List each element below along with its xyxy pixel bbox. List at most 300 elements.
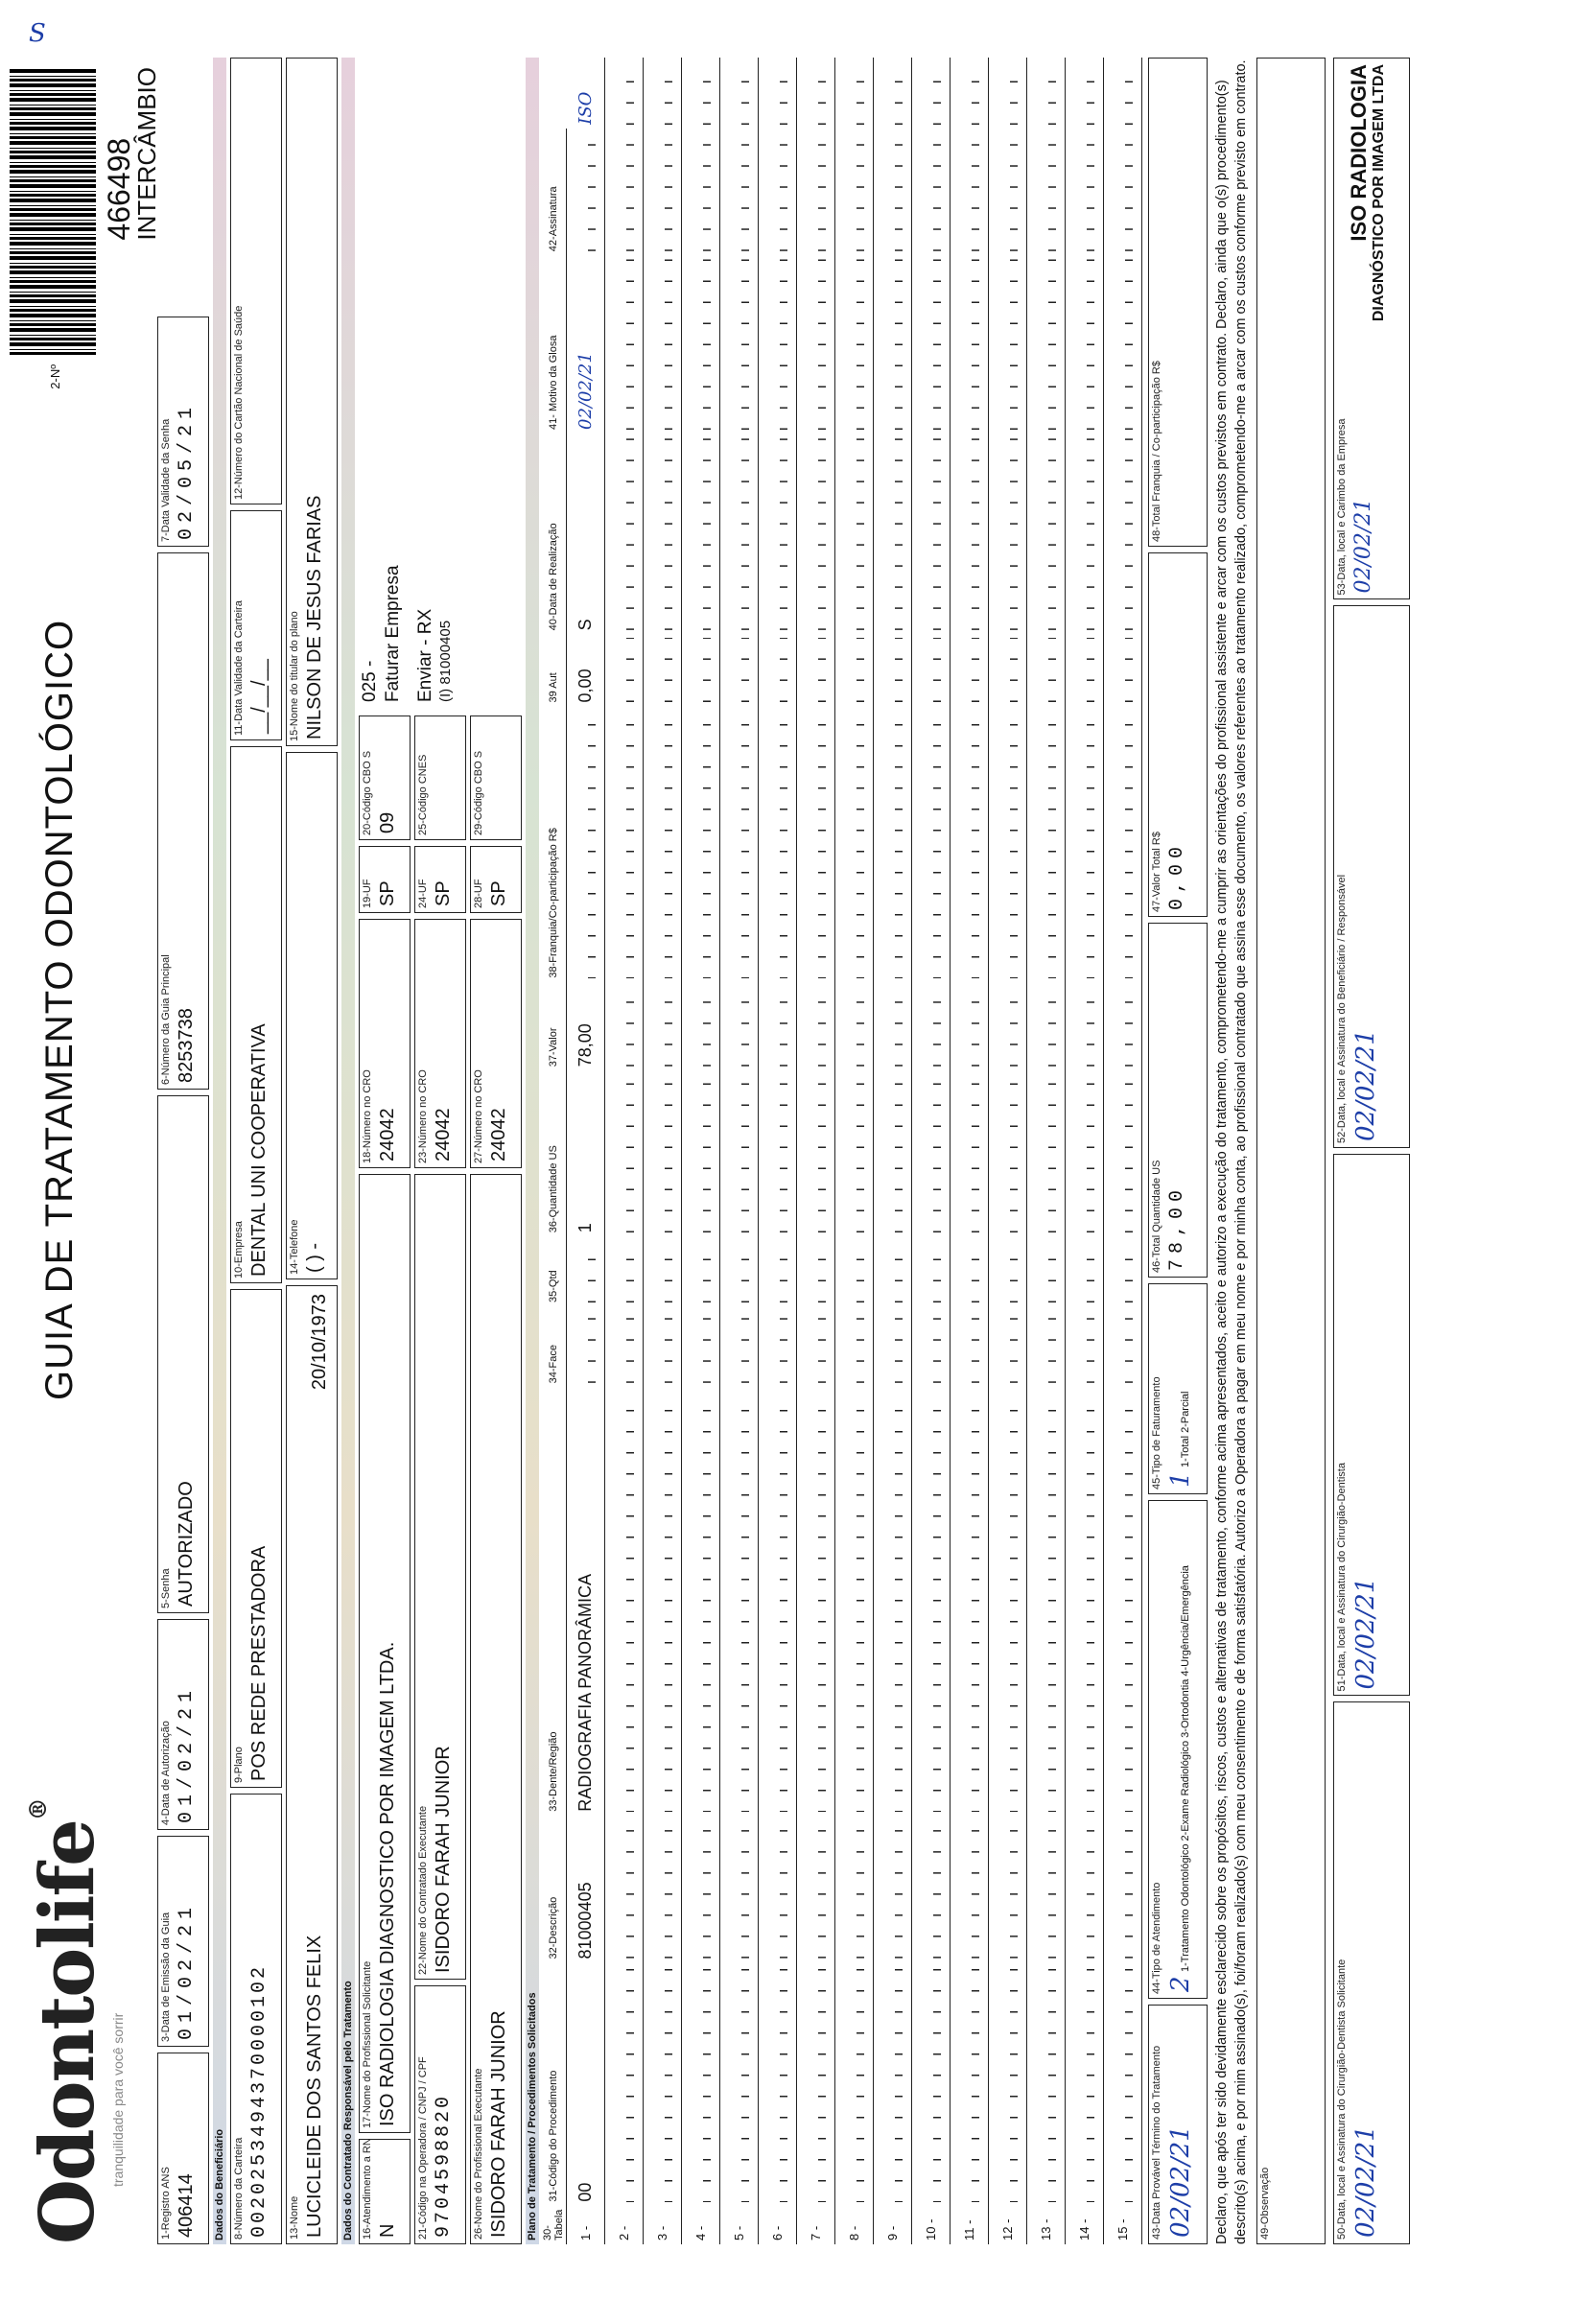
empty-digit-cells: [962, 710, 979, 977]
empty-digit-cells: [1039, 132, 1056, 251]
cell-dente: [951, 1306, 989, 1387]
signatures-row: [1333, 58, 1410, 2244]
section-contractor-header: Dados do Contratado Responsável pelo Tratamento: [341, 58, 355, 2244]
row-contractor-1: [359, 58, 411, 2244]
cell-data: [605, 255, 644, 434]
cell-assinatura: [759, 58, 797, 129]
cell-assinatura: [644, 58, 682, 129]
cell-n: 14 -: [1066, 2206, 1104, 2244]
field-cro-profissional: 27-Número no CRO 24042: [470, 919, 522, 1168]
table-row: [797, 58, 835, 2244]
empty-digit-cells: [847, 1967, 864, 2202]
empty-digit-cells: [809, 1074, 826, 1232]
field-uf-profissional: 28-UF SP: [470, 846, 522, 913]
cell-n: 9 -: [874, 2206, 912, 2244]
cell-face: [874, 1236, 912, 1306]
cell-data: [682, 255, 720, 434]
cell-qtd: [989, 1070, 1027, 1236]
cell-data: [989, 255, 1027, 434]
cell-tabela: [720, 1963, 759, 2206]
empty-digit-cells: [962, 1967, 979, 2202]
cell-codigo: [605, 1816, 644, 1963]
empty-digit-cells: [924, 259, 941, 430]
cell-n: 7 -: [797, 2206, 835, 2244]
cell-tabela: [644, 1963, 682, 2206]
empty-digit-cells: [924, 1819, 941, 1959]
cell-face: [912, 1236, 951, 1306]
billing-send: Enviar - RX: [415, 608, 435, 702]
empty-digit-cells: [924, 638, 941, 702]
empty-digit-cells: [1000, 1240, 1018, 1302]
empty-digit-cells: [924, 61, 941, 125]
cell-data: [951, 255, 989, 434]
company-stamp: ISO RADIOLOGIA DIAGNÓSTICO POR IMAGEM LTDA: [1347, 64, 1388, 322]
cell-dente: [989, 1306, 1027, 1387]
cell-valor: [644, 706, 682, 981]
logo-slogan: tranquilidade para você sorrir: [110, 2012, 126, 2187]
cell-glosa: [1104, 129, 1142, 255]
field-cro-solicitante: 18-Número no CRO 24042: [359, 919, 411, 1168]
cell-face: [720, 1236, 759, 1306]
cell-assinatura: [835, 58, 874, 129]
col-header: 40-Data de Realização: [541, 434, 567, 634]
field-cro-executante: 23-Número no CRO 24042: [414, 919, 466, 1168]
cell-glosa: [759, 129, 797, 255]
totals-row: [1148, 58, 1208, 2244]
empty-digit-cells: [924, 1967, 941, 2202]
empty-digit-cells: [655, 1967, 672, 2202]
cell-dente: [759, 1306, 797, 1387]
cell-us: [644, 982, 682, 1071]
empty-digit-cells: [655, 1391, 672, 1811]
cell-descricao: [951, 1387, 989, 1815]
cell-aut: [605, 434, 644, 634]
cell-face: [951, 1236, 989, 1306]
empty-digit-cells: [809, 638, 826, 702]
cell-glosa: [835, 129, 874, 255]
empty-digit-cells: [962, 61, 979, 125]
cell-valor: [567, 706, 605, 981]
empty-digit-cells: [809, 1967, 826, 2202]
cell-assinatura: [605, 58, 644, 129]
table-row: [1027, 58, 1066, 2244]
empty-digit-cells: [732, 1310, 749, 1383]
table-row: [720, 58, 759, 2244]
cell-franquia: [720, 634, 759, 706]
empty-digit-cells: [693, 1074, 711, 1232]
cell-us: [1104, 982, 1142, 1071]
cell-face: [1066, 1236, 1104, 1306]
empty-digit-cells: [770, 1967, 787, 2202]
empty-digit-cells: [847, 1819, 864, 1959]
cell-dente: [1104, 1306, 1142, 1387]
cell-assinatura: [720, 58, 759, 129]
empty-digit-cells: [1000, 1967, 1018, 2202]
cell-franquia: [797, 634, 835, 706]
cell-data: [912, 255, 951, 434]
logo-registered: ®: [24, 1799, 52, 1821]
empty-digit-cells: [732, 437, 749, 630]
field-total-us: 46-Total Quantidade US 78,00: [1148, 923, 1208, 1278]
empty-digit-cells: [1115, 1819, 1133, 1959]
treatment-guide-form: [0, 29, 1391, 2273]
cell-tabela: [605, 1963, 644, 2206]
cell-codigo: [1027, 1816, 1066, 1963]
cell-descricao: [1104, 1387, 1142, 1815]
empty-digit-cells: [1000, 1074, 1018, 1232]
cell-dente: [912, 1306, 951, 1387]
cell-glosa: [720, 129, 759, 255]
cell-us: [951, 982, 989, 1071]
cell-descricao: [797, 1387, 835, 1815]
cell-qtd: [951, 1070, 989, 1236]
empty-digit-cells: [1039, 1967, 1056, 2202]
cell-assinatura: [874, 58, 912, 129]
empty-digit-cells: [655, 1310, 672, 1383]
cell-aut: [759, 434, 797, 634]
field-empresa: 10-Empresa DENTAL UNI COOPERATIVA: [230, 746, 282, 1283]
empty-digit-cells: [770, 710, 787, 977]
empty-digit-cells: [885, 259, 903, 430]
cell-valor: [835, 706, 874, 981]
cell-us: [1027, 982, 1066, 1071]
signature-beneficiario: 52-Data, local e Assinatura do Beneficiário / Responsável 02/02/21: [1333, 606, 1410, 1149]
cell-us: 78,00: [567, 982, 605, 1071]
cell-qtd: [1104, 1070, 1142, 1236]
row-contractor-3: [470, 58, 522, 2244]
empty-digit-cells: [732, 259, 749, 430]
cell-codigo: [759, 1816, 797, 1963]
empty-digit-cells: [693, 710, 711, 977]
cell-franquia: [1066, 634, 1104, 706]
empty-digit-cells: [847, 61, 864, 125]
field-numero-carteira: 8-Número da Carteira 0020253494370000102: [230, 1794, 282, 2244]
cell-aut: S: [567, 434, 605, 634]
empty-digit-cells: [1039, 1074, 1056, 1232]
col-header: 41- Motivo da Glosa: [541, 255, 567, 434]
empty-digit-cells: [578, 1310, 596, 1383]
col-header: 35-Qtd: [541, 1236, 567, 1306]
empty-digit-cells: [1039, 638, 1056, 702]
cell-franquia: [1027, 634, 1066, 706]
cell-n: 1 -: [567, 2206, 605, 2244]
field-plano: 9-Plano POS REDE PRESTADORA: [230, 1289, 282, 1788]
cell-descricao: [759, 1387, 797, 1815]
declaration-text: Declaro, que após ter sido devidamente esclarecido sobre os propósitos, riscos, custos e alternativas de tratamento, conforme acima apresentados, aceito e autorizo a execução do tratamento, comprometendo-me a cumprir as orientações do profissional assistente e arcar com os custos previstos em contrato. Declaro, ainda que o(s) procedimento(s) descrito(s) acima, e por mim assinado(s), foi/foram realizado(s) com meu consentimento e de forma satisfatória. Autorizo a Operadora a pagar em meu nome e por minha conta, ao profissional contratado que assina esse documento, os valores referentes ao tratamento realizado, comprometendo-me a arcar com os custos conforme previsto em contrato.: [1214, 59, 1249, 2244]
cell-glosa: [989, 129, 1027, 255]
empty-digit-cells: [962, 1310, 979, 1383]
billing-procedure-code: (I) 81000405: [436, 620, 454, 702]
empty-digit-cells: [962, 986, 979, 1067]
signature-empresa: 53-Data, local e Carimbo da Empresa 02/02/21 ISO RADIOLOGIA DIAGNÓSTICO POR IMAGEM LTDA: [1333, 58, 1410, 600]
cell-glosa: [912, 129, 951, 255]
field-titular: 15-Nome do titular do plano NILSON DE JESUS FARIAS: [286, 58, 338, 746]
empty-digit-cells: [655, 259, 672, 430]
cell-aut: [835, 434, 874, 634]
cell-descricao: [1027, 1387, 1066, 1815]
empty-digit-cells: [770, 1240, 787, 1302]
cell-assinatura: [682, 58, 720, 129]
empty-digit-cells: [885, 61, 903, 125]
table-row: [567, 58, 605, 2244]
empty-digit-cells: [809, 437, 826, 630]
table-row: [835, 58, 874, 2244]
empty-digit-cells: [617, 1074, 634, 1232]
cell-n: 15 -: [1104, 2206, 1142, 2244]
birth-date: 20/10/1973: [309, 1294, 330, 1391]
cell-dente: [605, 1306, 644, 1387]
cell-qtd: [835, 1070, 874, 1236]
cell-face: [682, 1236, 720, 1306]
empty-digit-cells: [885, 1967, 903, 2202]
empty-digit-cells: [962, 1240, 979, 1302]
empty-digit-cells: [655, 1074, 672, 1232]
empty-digit-cells: [693, 437, 711, 630]
cell-franquia: [835, 634, 874, 706]
empty-digit-cells: [847, 638, 864, 702]
empty-digit-cells: [962, 437, 979, 630]
col-header: 36-Quantidade US: [541, 1070, 567, 1236]
cell-aut: [989, 434, 1027, 634]
cell-descricao: [720, 1387, 759, 1815]
procedures-header-row: [541, 58, 567, 2244]
cell-us: [759, 982, 797, 1071]
empty-digit-cells: [693, 1391, 711, 1811]
field-observacao: 49-Observação: [1256, 58, 1326, 2244]
empty-digit-cells: [924, 1391, 941, 1811]
empty-digit-cells: [1115, 132, 1133, 251]
empty-digit-cells: [847, 710, 864, 977]
empty-digit-cells: [885, 437, 903, 630]
cell-data: [1027, 255, 1066, 434]
cell-codigo: [797, 1816, 835, 1963]
empty-digit-cells: [1077, 437, 1094, 630]
empty-digit-cells: [1115, 986, 1133, 1067]
cell-tabela: [759, 1963, 797, 2206]
empty-digit-cells: [655, 437, 672, 630]
billing-notes: [359, 58, 411, 710]
cell-valor: [759, 706, 797, 981]
cell-glosa: [682, 129, 720, 255]
table-row: [874, 58, 912, 2244]
cell-us: [720, 982, 759, 1071]
empty-digit-cells: [693, 259, 711, 430]
billing-code: 025 -: [360, 660, 380, 702]
empty-digit-cells: [617, 1310, 634, 1383]
cell-aut: [644, 434, 682, 634]
empty-digit-cells: [924, 986, 941, 1067]
empty-digit-cells: [732, 1074, 749, 1232]
cell-qtd: [797, 1070, 835, 1236]
empty-digit-cells: [1077, 1819, 1094, 1959]
cell-qtd: [874, 1070, 912, 1236]
field-data-emissao: 3-Data de Emissão da Guia 01/02/21: [157, 1836, 209, 2047]
table-row: [912, 58, 951, 2244]
field-data-autorizacao: 4-Data de Autorização 01/02/21: [157, 1619, 209, 1830]
cell-n: 6 -: [759, 2206, 797, 2244]
cell-n: 12 -: [989, 2206, 1027, 2244]
empty-digit-cells: [885, 638, 903, 702]
cell-assinatura: [1066, 58, 1104, 129]
empty-digit-cells: [847, 1074, 864, 1232]
empty-digit-cells: [770, 1819, 787, 1959]
col-header: 37-Valor: [541, 982, 567, 1071]
barcode-image: [10, 67, 96, 355]
empty-digit-cells: [655, 132, 672, 251]
cell-valor: [797, 706, 835, 981]
cell-data: [644, 255, 682, 434]
field-registro-ans: 1-Registro ANS 406414: [157, 2053, 209, 2244]
cell-dente: [567, 1306, 605, 1387]
field-uf-executante: 24-UF SP: [414, 846, 466, 913]
cell-assinatura: [912, 58, 951, 129]
empty-digit-cells: [924, 437, 941, 630]
empty-digit-cells: [655, 710, 672, 977]
table-row: [951, 58, 989, 2244]
empty-digit-cells: [732, 1967, 749, 2202]
cell-valor: [720, 706, 759, 981]
cell-tabela: [682, 1963, 720, 2206]
cell-valor: [682, 706, 720, 981]
cell-codigo: [720, 1816, 759, 1963]
cell-qtd: [720, 1070, 759, 1236]
empty-digit-cells: [847, 437, 864, 630]
cell-qtd: [644, 1070, 682, 1236]
empty-digit-cells: [1000, 1310, 1018, 1383]
cell-qtd: [759, 1070, 797, 1236]
empty-digit-cells: [809, 1819, 826, 1959]
empty-digit-cells: [809, 61, 826, 125]
cell-descricao: [644, 1387, 682, 1815]
empty-digit-cells: [885, 1819, 903, 1959]
empty-digit-cells: [732, 1391, 749, 1811]
empty-digit-cells: [732, 1819, 749, 1959]
empty-digit-cells: [1039, 61, 1056, 125]
cell-assinatura: ISO: [567, 58, 605, 129]
empty-digit-cells: [962, 132, 979, 251]
cell-face: [644, 1236, 682, 1306]
empty-digit-cells: [962, 1391, 979, 1811]
cell-n: 8 -: [835, 2206, 874, 2244]
cell-tabela: [951, 1963, 989, 2206]
procedures-table: [541, 58, 1142, 2244]
empty-digit-cells: [962, 259, 979, 430]
field-data-termino: 43-Data Provável Término do Tratamento 02/02/21: [1148, 2005, 1208, 2244]
cell-aut: [1066, 434, 1104, 634]
empty-digit-cells: [885, 1310, 903, 1383]
empty-digit-cells: [1000, 986, 1018, 1067]
cell-qtd: 1: [567, 1070, 605, 1236]
cell-face: [1104, 1236, 1142, 1306]
cell-aut: [951, 434, 989, 634]
cell-franquia: 0,00: [567, 634, 605, 706]
cell-glosa: [1066, 129, 1104, 255]
empty-digit-cells: [578, 132, 596, 251]
empty-digit-cells: [655, 1819, 672, 1959]
field-cbo-solicitante: 20-Código CBO S 09: [359, 716, 411, 840]
col-header: 39 Aut: [541, 634, 567, 706]
table-row: [1066, 58, 1104, 2244]
cell-face: [759, 1236, 797, 1306]
handwritten-mark: S: [29, 19, 46, 48]
empty-digit-cells: [1000, 132, 1018, 251]
cell-franquia: [644, 634, 682, 706]
empty-digit-cells: [924, 132, 941, 251]
empty-digit-cells: [885, 1240, 903, 1302]
empty-digit-cells: [1077, 132, 1094, 251]
empty-digit-cells: [693, 61, 711, 125]
empty-digit-cells: [1000, 61, 1018, 125]
section-beneficiary-header: Dados do Beneficiário: [213, 58, 226, 2244]
field-guia-principal: 6-Número da Guia Principal 8253738: [157, 552, 209, 1090]
cell-tabela: [797, 1963, 835, 2206]
col-header: 31-Código do Procedimento: [541, 1963, 567, 2206]
table-row: [605, 58, 644, 2244]
cell-aut: [1104, 434, 1142, 634]
empty-digit-cells: [847, 986, 864, 1067]
empty-digit-cells: [1115, 1967, 1133, 2202]
empty-digit-cells: [617, 986, 634, 1067]
cell-us: [682, 982, 720, 1071]
table-row: [644, 58, 682, 2244]
cell-n: 4 -: [682, 2206, 720, 2244]
empty-digit-cells: [1039, 1391, 1056, 1811]
empty-digit-cells: [732, 638, 749, 702]
empty-digit-cells: [1039, 259, 1056, 430]
field-validade-carteira: 11-Data Validade da Carteira __/__/__: [230, 510, 282, 740]
empty-digit-cells: [655, 986, 672, 1067]
cell-aut: [682, 434, 720, 634]
empty-digit-cells: [924, 710, 941, 977]
guide-number-label: 2-Nº: [48, 364, 62, 389]
empty-digit-cells: [770, 1310, 787, 1383]
cell-face: [567, 1236, 605, 1306]
empty-digit-cells: [578, 710, 596, 977]
empty-digit-cells: [732, 710, 749, 977]
guide-number: 466498: [102, 137, 136, 241]
cell-glosa: [951, 129, 989, 255]
cell-valor: [989, 706, 1027, 981]
empty-digit-cells: [770, 61, 787, 125]
empty-digit-cells: [809, 1391, 826, 1811]
odontolife-logo: [24, 1799, 111, 2244]
cell-dente: [874, 1306, 912, 1387]
empty-digit-cells: [617, 259, 634, 430]
empty-digit-cells: [1115, 259, 1133, 430]
empty-digit-cells: [809, 132, 826, 251]
cell-valor: [605, 706, 644, 981]
logo-text: Odontolife: [24, 1820, 111, 2244]
empty-digit-cells: [655, 61, 672, 125]
empty-digit-cells: [847, 1391, 864, 1811]
cell-valor: [912, 706, 951, 981]
field-uf-solicitante: 19-UF SP: [359, 846, 411, 913]
empty-digit-cells: [1000, 1391, 1018, 1811]
cell-tabela: [1066, 1963, 1104, 2206]
cell-descricao: [874, 1387, 912, 1815]
cell-descricao: RADIOGRAFIA PANORÂMICA: [567, 1387, 605, 1815]
empty-digit-cells: [1077, 61, 1094, 125]
row-beneficiary-1: [230, 58, 282, 2244]
empty-digit-cells: [1039, 1310, 1056, 1383]
col-header: 30-Tabela: [541, 2206, 567, 2244]
empty-digit-cells: [1039, 437, 1056, 630]
empty-digit-cells: [1077, 638, 1094, 702]
empty-digit-cells: [1077, 1074, 1094, 1232]
empty-digit-cells: [1077, 1967, 1094, 2202]
cell-dente: [720, 1306, 759, 1387]
cell-valor: [1027, 706, 1066, 981]
